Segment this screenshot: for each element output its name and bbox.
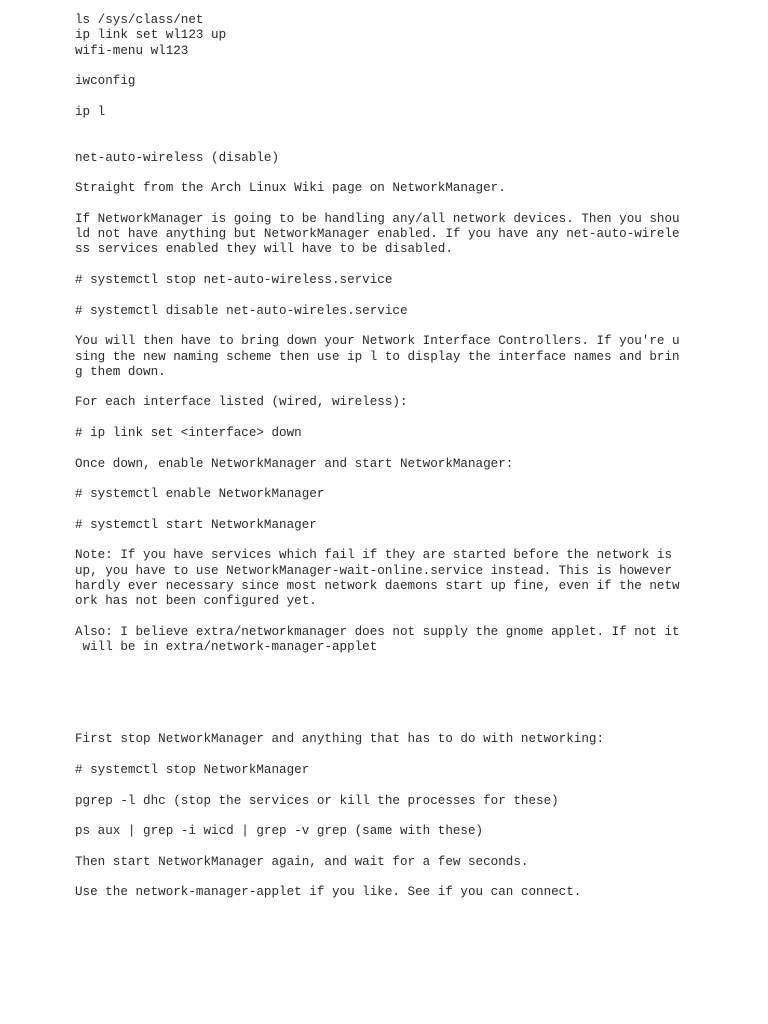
command-line: # ip link set <interface> down	[75, 426, 302, 441]
command-line: # systemctl disable net-auto-wireles.service	[75, 303, 408, 318]
paragraph: You will then have to bring down your Network Interface Controllers. If you're u sing the new naming scheme then use ip l to display the interface names and brin g them down.	[75, 334, 680, 379]
note-paragraph: Also: I believe extra/networkmanager does not supply the gnome applet. If not it will be in extra/network-manager-applet	[75, 624, 680, 655]
paragraph: Then start NetworkManager again, and wait for a few seconds.	[75, 854, 529, 869]
paragraph: If NetworkManager is going to be handling any/all network devices. Then you shou ld not have anything but NetworkManager enabled. If you have any net-auto-wirele ss services enabled they will have to be disabled.	[75, 211, 680, 257]
command-line: # systemctl stop NetworkManager	[75, 763, 310, 778]
command-line: iwconfig	[75, 74, 136, 89]
paragraph: Once down, enable NetworkManager and start NetworkManager:	[75, 456, 514, 471]
document-page	[75, 13, 695, 901]
paragraph: Use the network-manager-applet if you like. See if you can connect.	[75, 885, 582, 900]
paragraph: Straight from the Arch Linux Wiki page on NetworkManager.	[75, 181, 506, 196]
command-block: ls /sys/class/net ip link set wl123 up wifi-menu wl123	[75, 13, 227, 58]
command-line: ip l	[75, 104, 106, 119]
command-line: ps aux | grep -i wicd | grep -v grep (same with these)	[75, 824, 484, 839]
command-line: # systemctl enable NetworkManager	[75, 487, 325, 502]
note-paragraph: Note: If you have services which fail if they are started before the network is up, you have to use NetworkManager-wait-online.service instead. This is however hardly ever necessary since most network daemons start up fine, even if the netw ork has not been configured yet.	[75, 548, 680, 609]
command-line: # systemctl stop net-auto-wireless.service	[75, 273, 393, 288]
paragraph: First stop NetworkManager and anything that has to do with networking:	[75, 732, 605, 747]
command-line: pgrep -l dhc (stop the services or kill the processes for these)	[75, 793, 559, 808]
section-heading: net-auto-wireless (disable)	[75, 150, 280, 165]
paragraph: For each interface listed (wired, wireless):	[75, 395, 408, 410]
command-line: # systemctl start NetworkManager	[75, 517, 317, 532]
